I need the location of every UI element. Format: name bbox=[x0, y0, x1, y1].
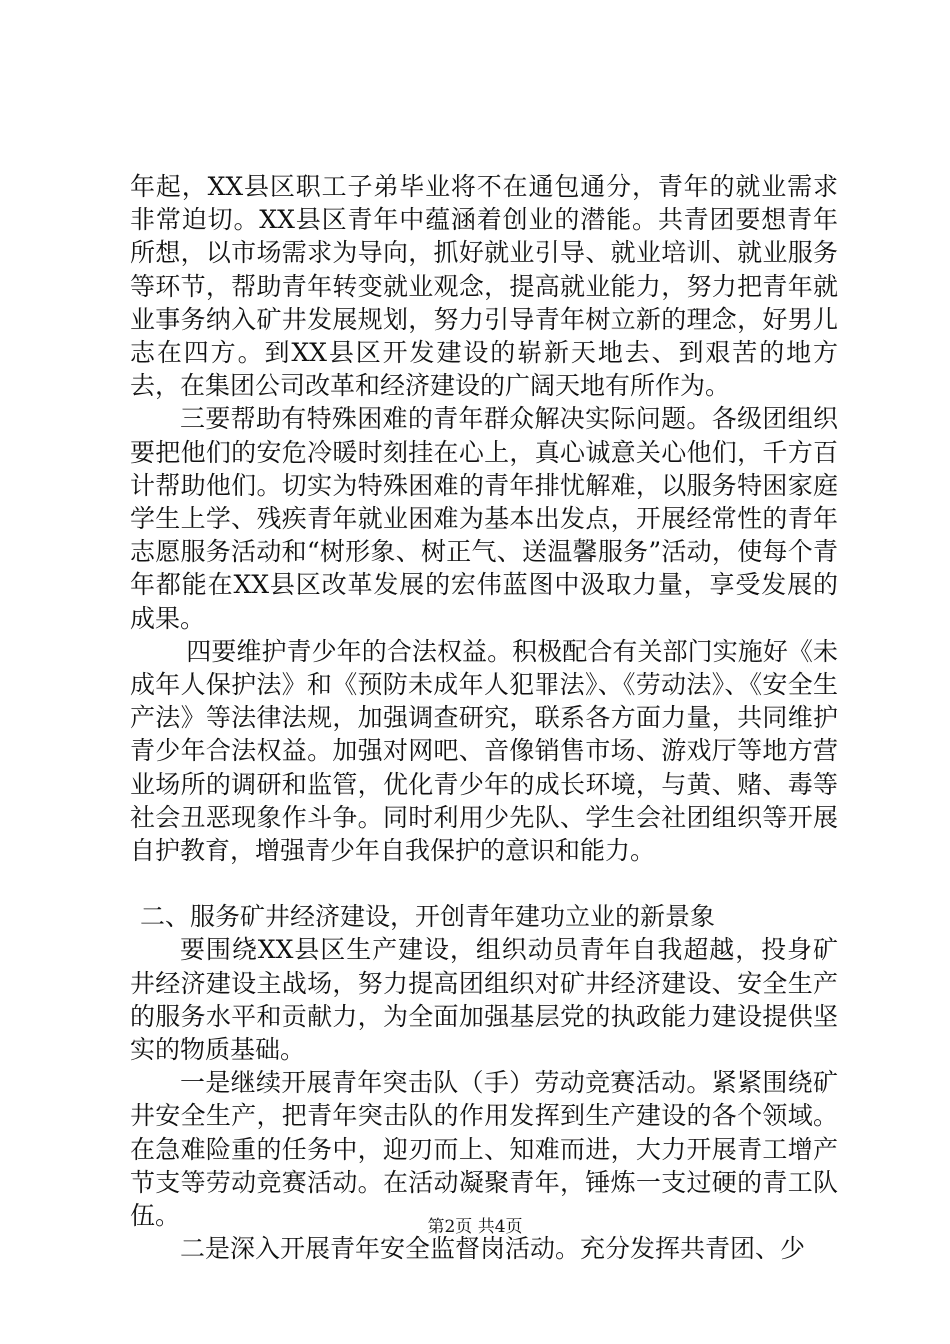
section-heading: 二、服务矿井经济建设，开创青年建功立业的新景象 bbox=[140, 902, 716, 932]
document-body bbox=[130, 170, 838, 1266]
paragraph-legal-rights: 四要维护青少年的合法权益。积极配合有关部门实施好《未成年人保护法》和《预防未成年人犯罪法》、《劳动法》、《安全生产法》等法律法规，加强调查研究，联系各方面力量，共同维护青少年合法权益。加强对网吧、音像销售市场、游戏厅等地方营业场所的调研和监管，优化青少年的成长环境，与黄、赌、毒等社会丑恶现象作斗争。同时利用少先队、学生会社团组织等开展自护教育，增强青少年自我保护的意识和能力。 bbox=[130, 636, 838, 866]
paragraph-production-construction: 要围绕XX县区生产建设，组织动员青年自我超越，投身矿井经济建设主战场，努力提高团组织对矿井经济建设、安全生产的服务水平和贡献力，为全面加强基层党的执政能力建设提供坚实的物质基础。 bbox=[130, 935, 838, 1065]
paragraph-employment: 年起，XX县区职工子弟毕业将不在通包通分，青年的就业需求非常迫切。XX县区青年中蕴涵着创业的潜能。共青团要想青年所想，以市场需求为导向，抓好就业引导、就业培训、就业服务等环节，帮助青年转变就业观念，提高就业能力，努力把青年就业事务纳入矿井发展规划，努力引导青年树立新的理念，好男儿志在四方。到XX县区开发建设的崭新天地去、到艰苦的地方去，在集团公司改革和经济建设的广阔天地有所作为。 bbox=[130, 172, 838, 401]
paragraph-safety-supervision: 二是深入开展青年安全监督岗活动。充分发挥共青团、少 bbox=[180, 1234, 806, 1264]
section-gap bbox=[130, 867, 838, 900]
page-footer: 第2页 共4页 bbox=[427, 1217, 523, 1237]
paragraph-commando-competition: 一是继续开展青年突击队（手）劳动竞赛活动。紧紧围绕矿井安全生产，把青年突击队的作用发挥到生产建设的各个领域。在急难险重的任务中，迎刃而上、知难而进，大力开展青工增产节支等劳动竞赛活动。在活动凝聚青年，锤炼一支过硬的青工队伍。 bbox=[130, 1068, 838, 1231]
paragraph-special-difficulties: 三要帮助有特殊困难的青年群众解决实际问题。各级团组织要把他们的安危冷暖时刻挂在心上，真心诚意关心他们，千方百计帮助他们。切实为特殊困难的青年排忧解难，以服务特困家庭学生上学、残疾青年就业困难为基本出发点，开展经常性的青年志愿服务活动和“树形象、树正气、送温馨服务”活动，使每个青年都能在XX县区改革发展的宏伟蓝图中汲取力量，享受发展的成果。 bbox=[130, 404, 838, 633]
